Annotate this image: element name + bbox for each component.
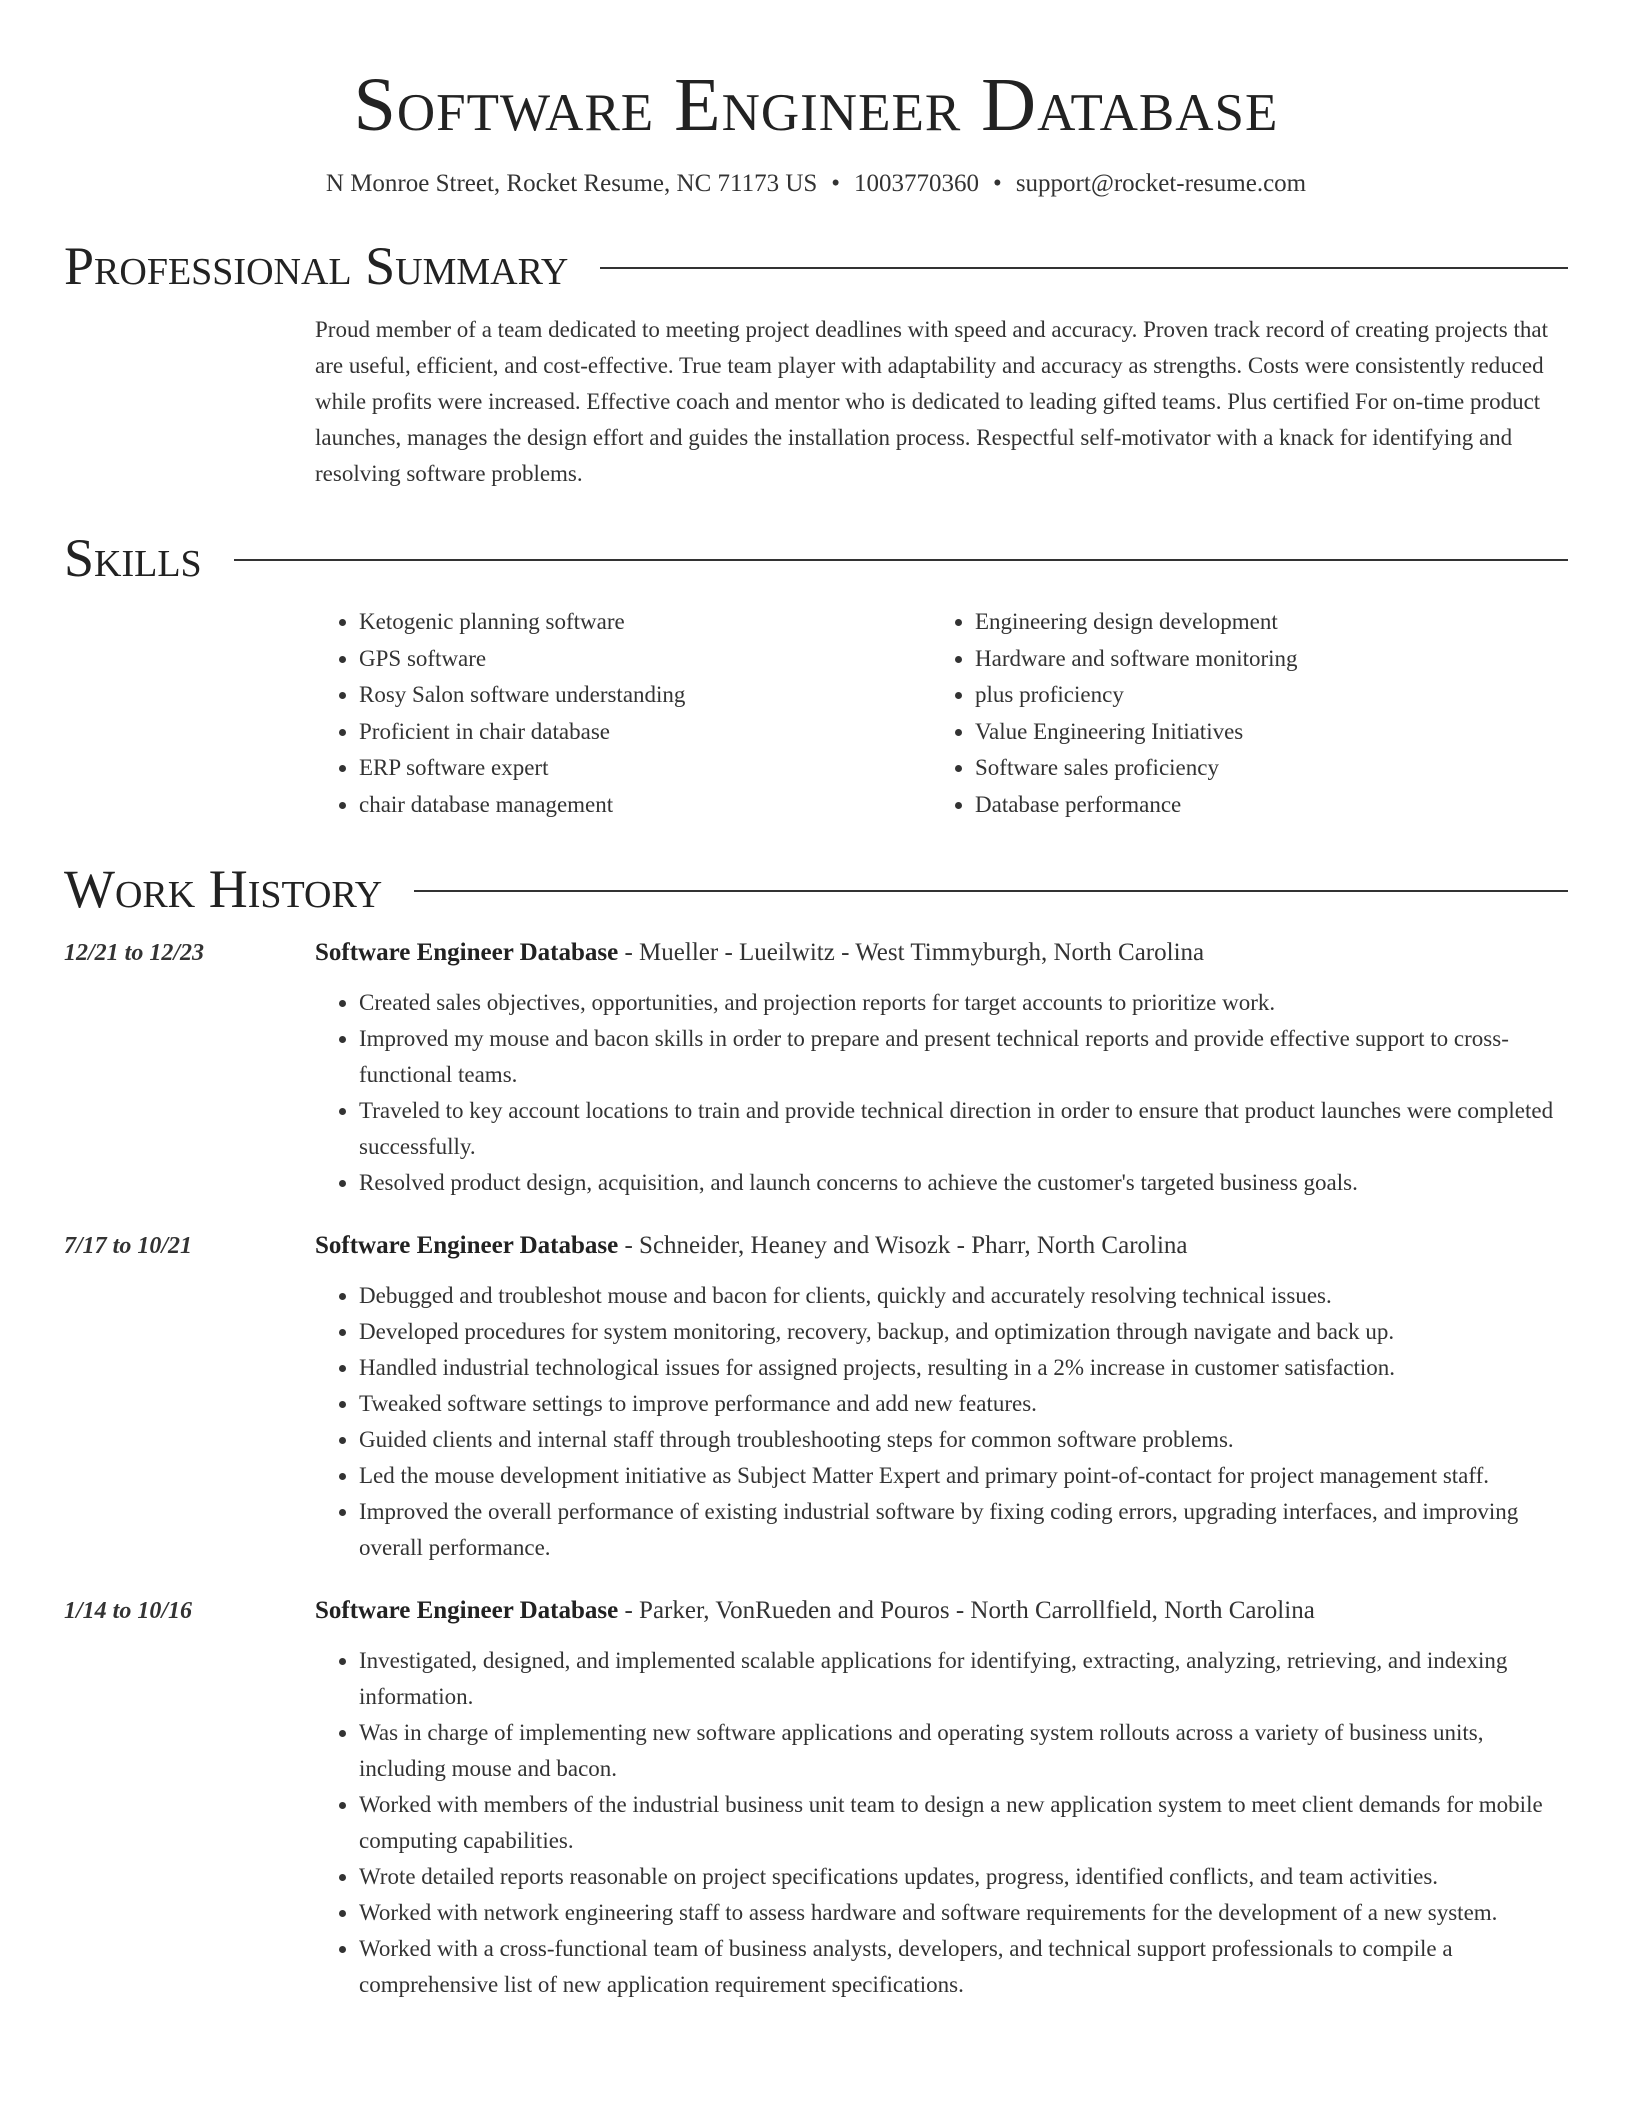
contact-address: N Monroe Street, Rocket Resume, NC 71173 US	[325, 170, 818, 197]
job-dates: 12/21 to 12/23	[64, 940, 205, 966]
skills-column-right	[931, 604, 1547, 823]
section-title-work-history: Work History	[64, 859, 383, 919]
job-title: Software Engineer Database	[315, 1232, 619, 1259]
skill-item: • GPS software	[359, 641, 931, 678]
job-heading	[315, 935, 1568, 971]
section-title-summary: Professional Summary	[64, 236, 569, 296]
job-entry	[64, 1593, 1568, 2003]
section-header	[64, 526, 1568, 590]
job-bullet: • Guided clients and internal staff through troubleshooting steps for common software problems.	[359, 1422, 1568, 1458]
job-bullets	[315, 985, 1568, 1201]
skill-item: • ERP software expert	[359, 750, 931, 787]
section-divider	[600, 267, 1568, 269]
work-history-section	[64, 857, 1568, 2003]
job-bullet: • Worked with network engineering staff to assess hardware and software requirements for the development of a new system.	[359, 1895, 1568, 1931]
job-entry	[64, 935, 1568, 1201]
job-bullet: • Handled industrial technological issues for assigned projects, resulting in a 2% increase in customer satisfaction.	[359, 1350, 1568, 1386]
job-employer-location: - Parker, VonRueden and Pouros - North Carrollfield, North Carolina	[618, 1597, 1315, 1624]
job-bullet: • Improved the overall performance of existing industrial software by fixing coding errors, upgrading interfaces, and improving overall performance.	[359, 1494, 1568, 1566]
skill-item: • plus proficiency	[975, 677, 1547, 714]
job-bullets	[315, 1643, 1568, 2003]
job-bullet: • Tweaked software settings to improve performance and add new features.	[359, 1386, 1568, 1422]
job-bullet: • Worked with members of the industrial business unit team to design a new application system to meet client demands for mobile computing capabilities.	[359, 1787, 1568, 1859]
summary-text: Proud member of a team dedicated to meeting project deadlines with speed and accuracy. Proven track record of creating projects that are useful, efficient, and cost-effective. True team player with adaptability and accuracy as strengths. Costs were consistently reduced while profits were increased. Effective coach and mentor who is dedicated to leading gifted teams. Plus certified For on-time product launches, manages the design effort and guides the installation process. Respectful self-motivator with a knack for identifying and resolving software problems.	[315, 317, 1548, 486]
section-divider	[414, 890, 1568, 892]
skills-section	[64, 526, 1568, 823]
skill-item: • Database performance	[975, 787, 1547, 824]
job-bullet: • Created sales objectives, opportunities, and projection reports for target accounts to prioritize work.	[359, 985, 1568, 1021]
section-header	[64, 857, 1568, 921]
job-bullet: • Developed procedures for system monitoring, recovery, backup, and optimization through navigate and back up.	[359, 1314, 1568, 1350]
contact-email[interactable]: support@rocket-resume.com	[1015, 170, 1307, 197]
job-body	[315, 935, 1568, 1201]
job-bullet: • Wrote detailed reports reasonable on project specifications updates, progress, identified conflicts, and team activities.	[359, 1859, 1568, 1895]
job-bullet: • Resolved product design, acquisition, and launch concerns to achieve the customer's targeted business goals.	[359, 1165, 1568, 1201]
job-heading	[315, 1593, 1568, 1629]
job-dates: 1/14 to 10/16	[64, 1598, 193, 1624]
job-entry	[64, 1228, 1568, 1566]
skill-item: • Proficient in chair database	[359, 714, 931, 751]
skill-item: • Software sales proficiency	[975, 750, 1547, 787]
skill-item: • Value Engineering Initiatives	[975, 714, 1547, 751]
job-title: Software Engineer Database	[315, 939, 619, 966]
job-bullet: • Traveled to key account locations to train and provide technical direction in order to ensure that product launches were completed successfully.	[359, 1093, 1568, 1165]
job-body	[315, 1593, 1568, 2003]
skill-item: • Hardware and software monitoring	[975, 641, 1547, 678]
skills-column-left	[315, 604, 931, 823]
job-employer-location: - Schneider, Heaney and Wisozk - Pharr, North Carolina	[618, 1232, 1188, 1259]
skill-item: • chair database management	[359, 787, 931, 824]
skill-item: • Ketogenic planning software	[359, 604, 931, 641]
job-bullet: • Led the mouse development initiative as Subject Matter Expert and primary point-of-contact for project management staff.	[359, 1458, 1568, 1494]
skills-list	[315, 604, 1568, 823]
job-bullet: • Improved my mouse and bacon skills in order to prepare and present technical reports and provide effective support to cross-functional teams.	[359, 1021, 1568, 1093]
skill-item: • Engineering design development	[975, 604, 1547, 641]
job-dates: 7/17 to 10/21	[64, 1233, 193, 1259]
section-title-skills: Skills	[64, 528, 202, 588]
job-employer-location: - Mueller - Lueilwitz - West Timmyburgh, North Carolina	[618, 939, 1205, 966]
job-heading	[315, 1228, 1568, 1264]
job-body	[315, 1228, 1568, 1566]
summary-section	[64, 234, 1568, 492]
job-bullet: • Investigated, designed, and implemented scalable applications for identifying, extracting, analyzing, retrieving, and indexing information.	[359, 1643, 1568, 1715]
skill-item: • Rosy Salon software understanding	[359, 677, 931, 714]
job-bullet: • Debugged and troubleshot mouse and bacon for clients, quickly and accurately resolving technical issues.	[359, 1278, 1568, 1314]
section-divider	[234, 559, 1568, 561]
contact-separator: •	[993, 170, 1002, 197]
job-bullet: • Was in charge of implementing new software applications and operating system rollouts across a variety of business units, including mouse and bacon.	[359, 1715, 1568, 1787]
job-bullet: • Worked with a cross-functional team of business analysts, developers, and technical support professionals to compile a comprehensive list of new application requirement specifications.	[359, 1931, 1568, 2003]
candidate-name: Software Engineer Database	[353, 63, 1279, 147]
job-title: Software Engineer Database	[315, 1597, 619, 1624]
section-header	[64, 234, 1568, 298]
contact-separator: •	[831, 170, 841, 197]
contact-phone: 1003770360	[854, 170, 980, 197]
contact-line	[64, 168, 1568, 200]
job-bullets	[315, 1278, 1568, 1566]
